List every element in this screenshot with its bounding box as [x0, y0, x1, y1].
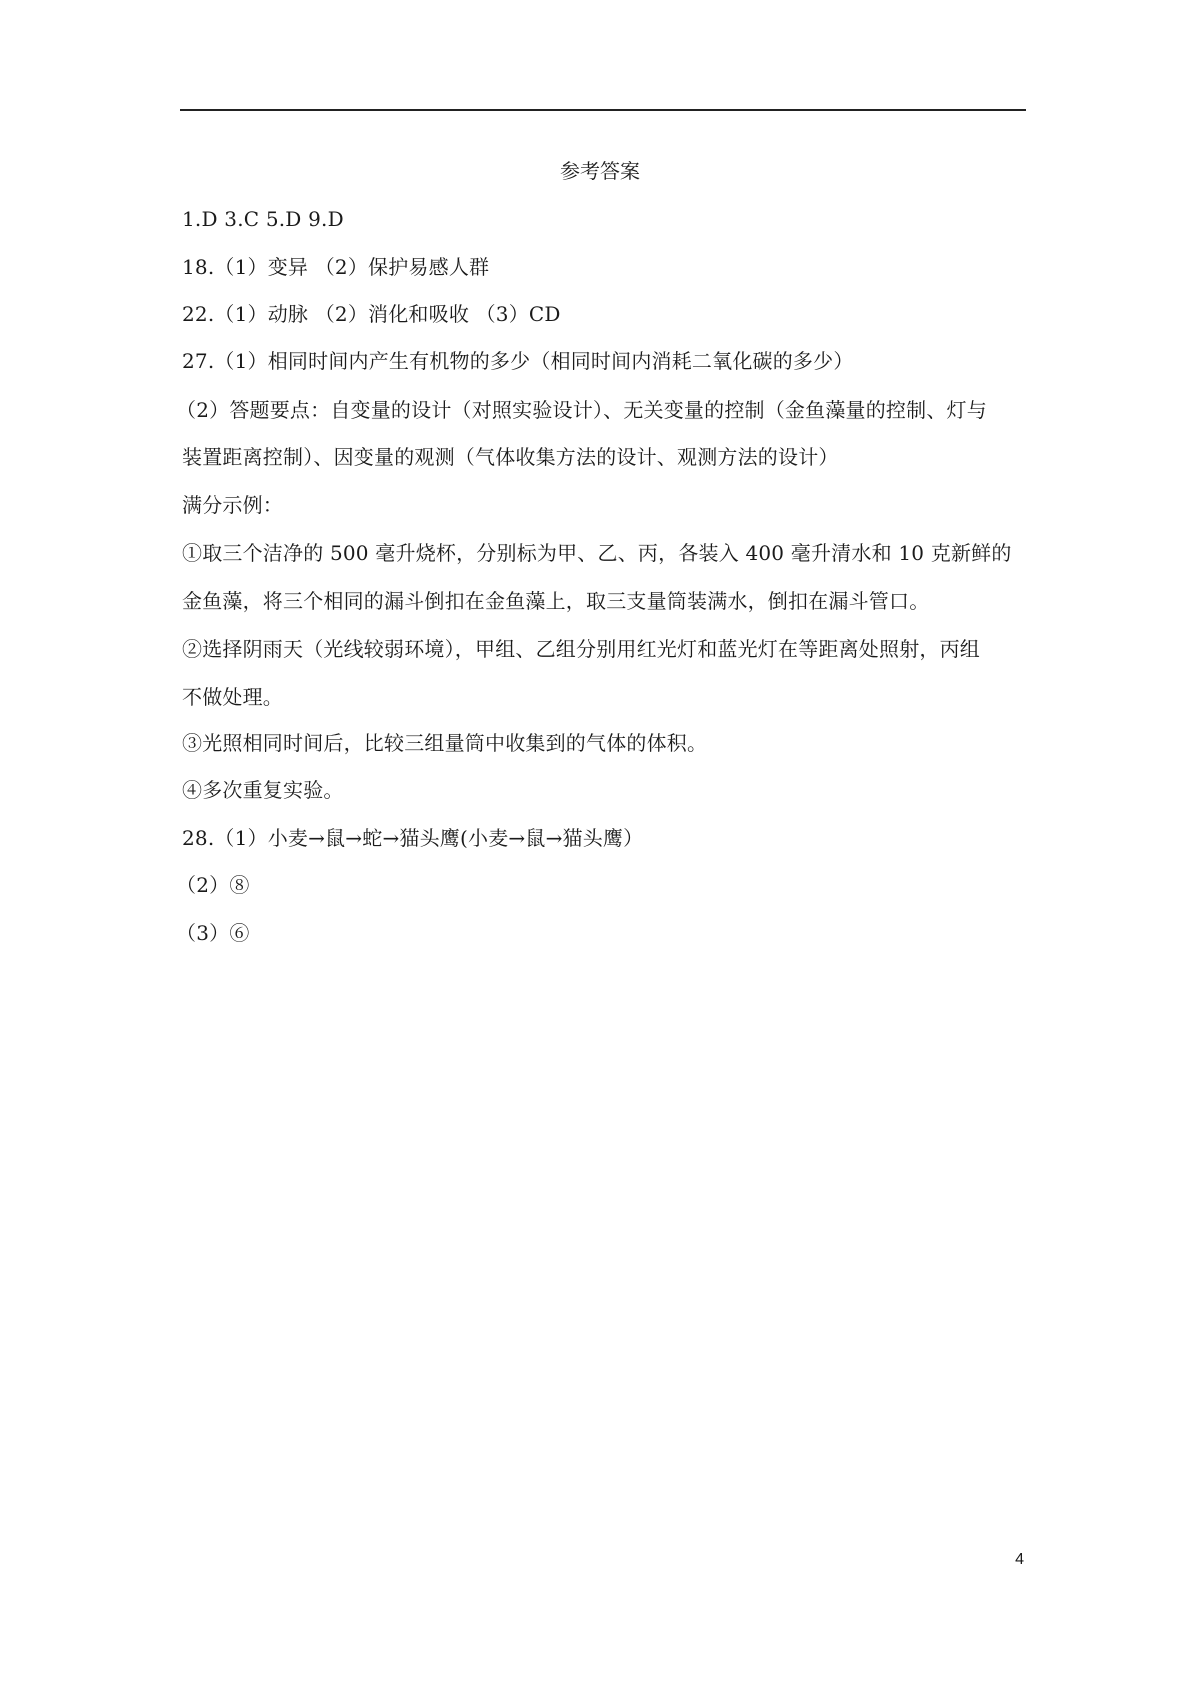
answer-line-step2b: 不做处理。	[182, 685, 283, 709]
answer-line-27-1: 27.（1）相同时间内产生有机物的多少（相同时间内消耗二氧化碳的多少）	[182, 349, 854, 373]
document-title: 参考答案	[560, 159, 640, 183]
answer-line-step2a: ②选择阴雨天（光线较弱环境），甲组、乙组分别用红光灯和蓝光灯在等距离处照射，丙组	[182, 637, 980, 661]
answer-line-step4: ④多次重复实验。	[182, 778, 344, 802]
answer-line-28-1: 28.（1）小麦→鼠→蛇→猫头鹰(小麦→鼠→猫头鹰）	[182, 826, 644, 850]
answer-line-27-2a: （2）答题要点：自变量的设计（对照实验设计）、无关变量的控制（金鱼藻量的控制、灯与	[176, 398, 987, 422]
answer-line-choice: 1.D 3.C 5.D 9.D	[182, 207, 344, 231]
answer-line-28-2: （2）⑧	[176, 873, 250, 897]
answer-line-step3: ③光照相同时间后，比较三组量筒中收集到的气体的体积。	[182, 731, 708, 755]
answer-line-22: 22.（1）动脉 （2）消化和吸收 （3）CD	[182, 302, 561, 326]
answer-line-28-3: （3）⑥	[176, 921, 250, 945]
answer-line-example-heading: 满分示例：	[182, 493, 283, 517]
answer-line-step1b: 金鱼藻，将三个相同的漏斗倒扣在金鱼藻上，取三支量筒装满水，倒扣在漏斗管口。	[182, 589, 930, 613]
answer-line-step1a: ①取三个洁净的 500 毫升烧杯，分别标为甲、乙、丙，各装入 400 毫升清水和 10 克新鲜的	[182, 541, 1012, 565]
answer-line-18: 18.（1）变异 （2）保护易感人群	[182, 255, 490, 279]
page-number: 4	[1015, 1551, 1024, 1568]
answer-line-27-2b: 装置距离控制）、因变量的观测（气体收集方法的设计、观测方法的设计）	[182, 445, 839, 469]
header-rule	[180, 109, 1026, 111]
